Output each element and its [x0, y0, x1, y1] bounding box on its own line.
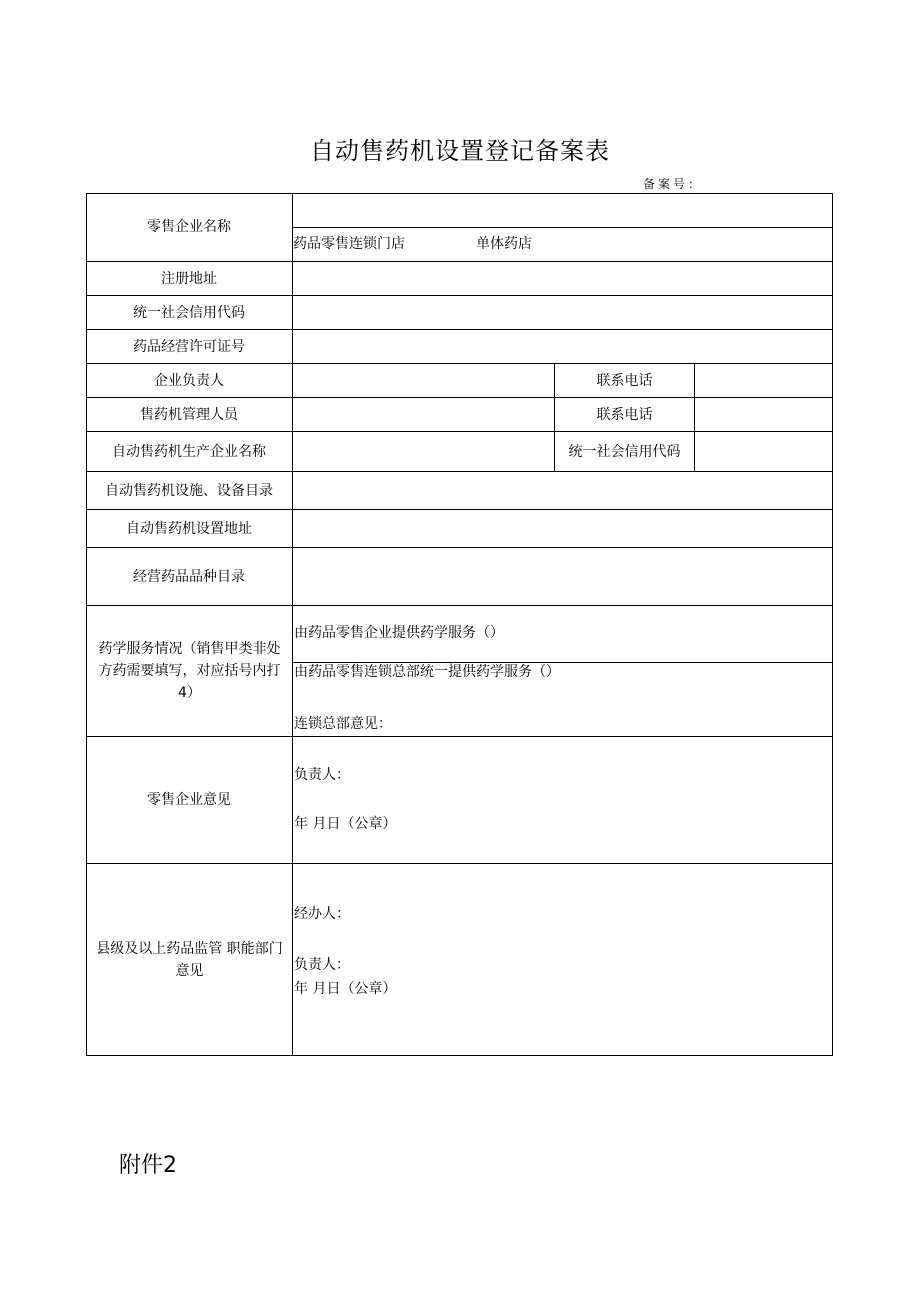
store-type-single-option[interactable]: 单体药店 [476, 236, 532, 252]
retail-enterprise-name-field[interactable] [293, 194, 832, 227]
registration-form-table [86, 193, 833, 1056]
form-title: 自动售药机设置登记备案表 [310, 137, 610, 165]
machine-manager-field[interactable] [293, 398, 554, 431]
annex-label: 附件2 [119, 1153, 177, 1178]
enterprise-head-field[interactable] [293, 364, 554, 397]
regulator-head-label: 负责人： [294, 957, 350, 973]
credit-code-field[interactable] [293, 296, 832, 329]
retail-date-seal-label: 年 月日（公章） [294, 816, 397, 832]
registered-address-field[interactable] [293, 262, 832, 295]
label-pharmacy-service: 药学服务情况（销售甲类非处方药需要填写，对应括号内打4） [98, 641, 281, 701]
retail-head-label: 负责人： [294, 767, 350, 783]
label-facility-catalog: 自动售药机设施、设备目录 [105, 482, 273, 499]
label-registered-address: 注册地址 [161, 270, 217, 287]
label-enterprise-head: 企业负责人 [154, 372, 224, 389]
row-divider [292, 227, 833, 228]
label-contact-phone: 联系电话 [596, 372, 653, 389]
label-machine-location: 自动售药机设置地址 [126, 520, 252, 537]
pharmacy-service-option-retail[interactable]: 由药品零售企业提供药学服务（） [294, 625, 504, 641]
regulator-date-seal-label: 年 月日（公章） [294, 981, 397, 997]
machine-location-field[interactable] [293, 510, 832, 547]
drug-license-no-field[interactable] [293, 330, 832, 363]
label-credit-code: 统一社会信用代码 [133, 304, 245, 321]
record-number-label: 备案号： [643, 177, 704, 191]
contact-phone-2-field[interactable] [695, 398, 832, 431]
store-type-chain-option[interactable]: 药品零售连锁门店 [293, 236, 405, 252]
label-manufacturer-credit-code: 统一社会信用代码 [568, 443, 681, 460]
label-contact-phone-2: 联系电话 [596, 406, 653, 423]
chain-hq-opinion-label: 连锁总部意见： [294, 716, 392, 732]
facility-catalog-field[interactable] [293, 472, 832, 509]
regulator-handler-label: 经办人： [294, 906, 350, 922]
label-retail-enterprise-name: 零售企业名称 [147, 219, 231, 235]
label-regulator-opinion: 县级及以上药品监管 职能部门意见 [96, 940, 283, 979]
table-border-right [832, 193, 833, 1056]
label-machine-manager: 售药机管理人员 [140, 406, 238, 423]
drug-variety-catalog-field[interactable] [293, 548, 832, 605]
label-machine-manufacturer: 自动售药机生产企业名称 [112, 443, 266, 460]
label-drug-variety-catalog: 经营药品品种目录 [133, 568, 245, 585]
pharmacy-service-option-chain-hq[interactable]: 由药品零售连锁总部统一提供药学服务（） [294, 664, 560, 680]
table-border-bottom [86, 1055, 833, 1056]
contact-phone-field[interactable] [695, 364, 832, 397]
label-retail-opinion: 零售企业意见 [147, 792, 231, 808]
manufacturer-credit-code-field[interactable] [695, 432, 832, 471]
label-drug-license-no: 药品经营许可证号 [133, 338, 245, 355]
machine-manufacturer-field[interactable] [293, 432, 554, 471]
